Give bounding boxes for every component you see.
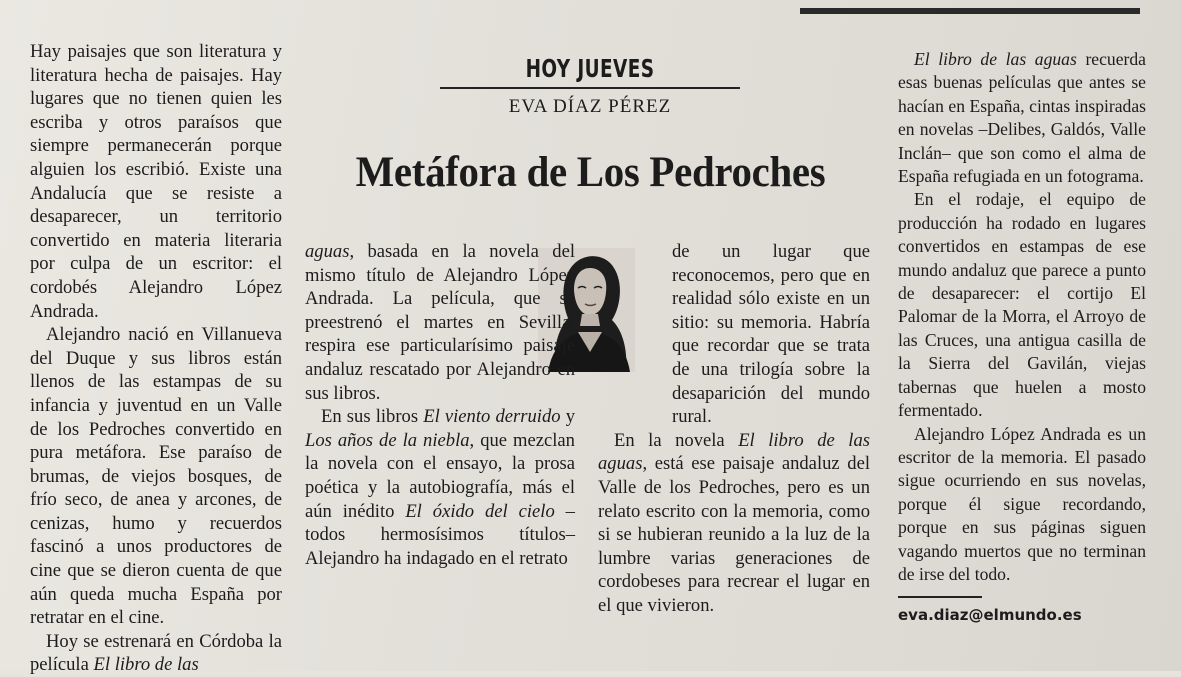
italic-title: Los años de la niebla [305,429,470,451]
column-3 [598,240,870,618]
text-run: En la novela [614,429,739,451]
column-1 [30,40,282,677]
section-kicker: HOY JUEVES [525,54,655,83]
paragraph: Alejandro nació en Villanueva del Duque y sus libros están llenos de las estampas de su infancia y juventud en un Valle de los Pedroches convertido en pura metáfora. Ese paraíso de brumas, de viejos bosques, de frío seco, de anea y arcones, de cenizas, humo y recuerdos fascinó a unos productores de cine que se dieron cuenta de que aún queda mucha España por retratar en el cine. [30,324,282,629]
text-run: , basada en la novela del mismo título de Alejandro López Andrada. La película, que se preestrenó el martes en Sevilla, respira ese particularísimo paisaje andaluz rescatado por Alejandro en sus libros. [305,241,575,404]
paragraph [305,405,575,570]
italic-title: El libro de las aguas [598,429,870,475]
column-2 [305,240,575,570]
text-run: , está ese paisaje andaluz del Valle de los Pedroches, pero es un relato escrito con la memoria, como si se hubieran reunido a la luz de la lumbre varias generaciones de cordobeses para recrear el lugar en el que vivieron. [598,453,870,616]
paragraph: En el rodaje, el equipo de producción ha rodado en lugares convertidos en estampas de ese mundo andaluz que parece a punto de desaparecer: el cortijo El Palomar de la Morra, el Arroyo de las Cruces, una antigua casilla de la Sierra del Gavilán, viejas tabernas que huelen a mosto fermentado. [898,189,1146,421]
column-4 [898,48,1146,586]
italic-title: El libro de las [93,654,199,676]
paragraph: Alejandro López Andrada es un escritor de la memoria. El pasado sigue ocurriendo en sus novelas, porque él sigue recordando, porque en sus páginas siguen vagando muertos que no terminan de irse del todo. [898,423,1146,584]
paragraph [598,429,870,618]
italic-title: El viento derruido [423,406,561,428]
author-email: eva.diaz@elmundo.es [898,606,1082,624]
italic-title: El libro de las aguas [914,49,1077,69]
text-run: –todos hermosísimos títulos– Alejandro ha indagado en el retrato [305,500,575,569]
paragraph: de un lugar que reconocemos, pero que en realidad sólo existe en un sitio: su memoria. Habría que recordar que se trata de una trilogía sobre la desaparición del mundo rural. [672,241,870,428]
signature-rule [898,596,982,598]
headline: Metáfora de Los Pedroches [355,149,826,196]
column-header [440,54,740,118]
italic-title: El óxido del cielo [405,500,555,522]
text-run: , que mezclan la novela con el ensayo, la prosa poética y la autobiografía, más el aún inédito [305,429,575,522]
text-run: recuerda esas buenas películas que antes se hacían en España, cintas inspiradas en novelas –Delibes, Galdós, Valle Inclán– que son como el alma de España refugiada en un fotograma. [898,49,1146,187]
paragraph [305,240,575,405]
paragraph [898,48,1146,188]
byline: EVA DÍAZ PÉREZ [508,95,672,117]
paragraph [30,630,282,677]
italic-title: aguas [305,241,350,262]
text-run: y [560,406,575,428]
text-run: Hoy se estrenará en Córdoba la película [30,630,282,676]
text-run: En sus libros [321,406,424,428]
top-rule [800,8,1140,14]
kicker-rule [440,87,740,89]
paragraph: Hay paisajes que son literatura y literatura hecha de paisajes. Hay lugares que no tienen quien les escriba y otros paraísos que siempre permanecerán porque alguien los escribió. Existe una Andalucía que se resiste a desaparecer, un territorio convertido en materia literaria por culpa de un escritor: el cordobés Alejandro López Andrada. [30,41,282,322]
